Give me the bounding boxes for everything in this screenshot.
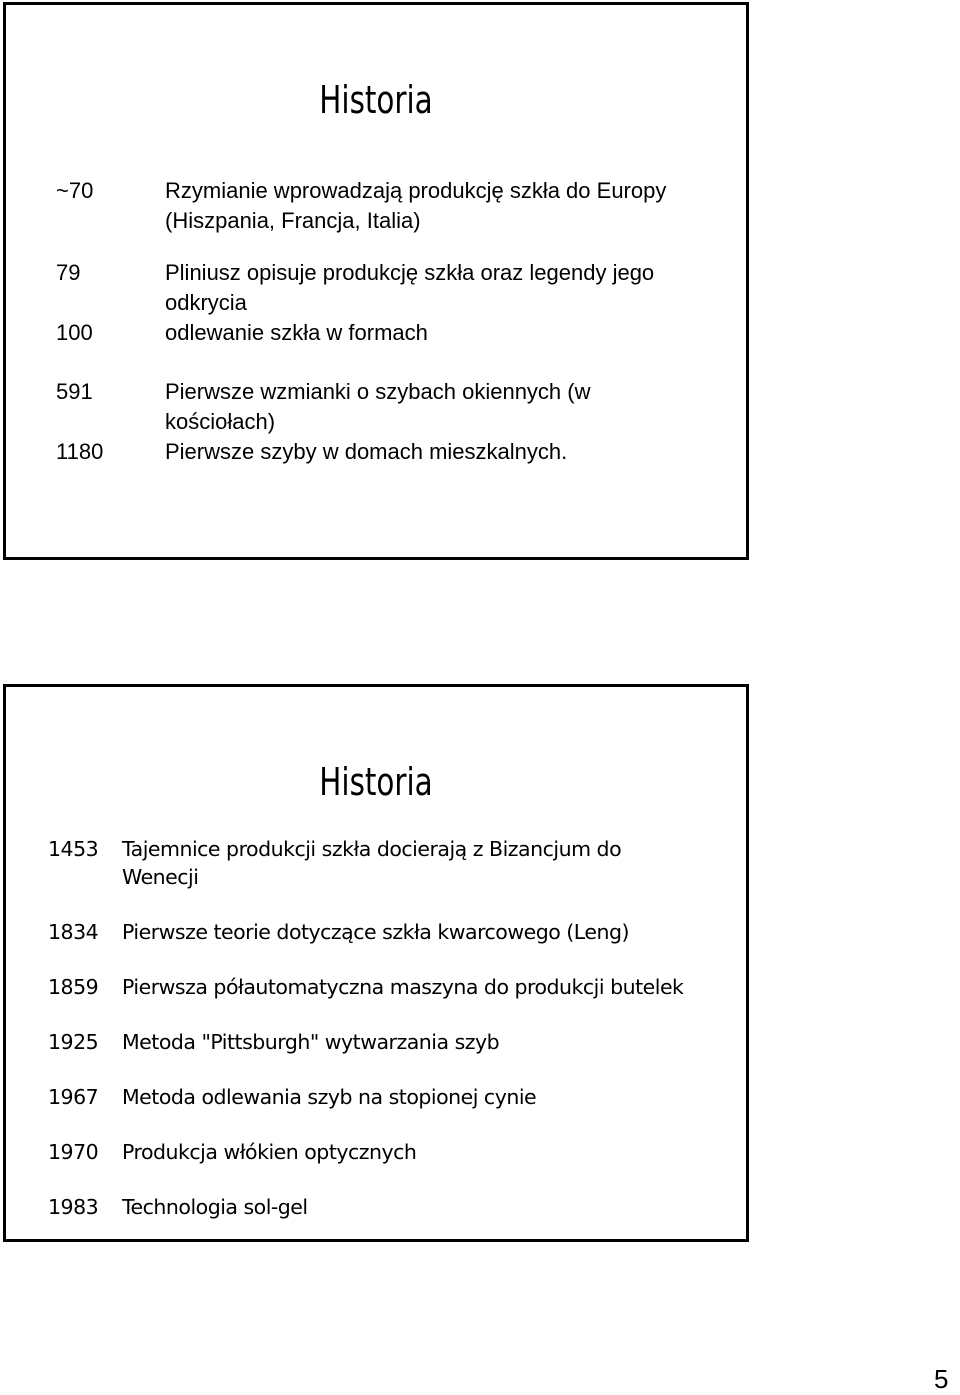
entry-text: Pierwsze teorie dotyczące szkła kwarcowego (Leng) — [122, 920, 629, 944]
entry-text: Pierwsze wzmianki o szybach okiennych (w kościołach) — [165, 379, 591, 434]
entry-year: 79 — [56, 260, 81, 285]
entry-text: Metoda "Pittsburgh" wytwarzania szyb — [122, 1030, 500, 1054]
entry-text: Pliniusz opisuje produkcję szkła oraz legendy jego odkrycia — [165, 260, 655, 315]
entry-year: 100 — [56, 320, 93, 345]
slide-title: Historia — [319, 78, 433, 122]
entry-text: Technologia sol-gel — [122, 1195, 308, 1219]
entry-year: 1859 — [48, 975, 99, 999]
entry-text: odlewanie szkła w formach — [165, 320, 428, 345]
entry-text: Rzymianie wprowadzają produkcję szkła do Europy (Hiszpania, Francja, Italia) — [165, 178, 667, 233]
entry-text: Metoda odlewania szyb na stopionej cynie — [122, 1085, 537, 1109]
entry-year: 1453 — [48, 837, 99, 861]
entry-text: Produkcja włókien optycznych — [122, 1140, 417, 1164]
entry-year: 1180 — [56, 439, 104, 464]
entry-year: 1967 — [48, 1085, 99, 1109]
entry-year: 1970 — [48, 1140, 99, 1164]
entry-year: 1983 — [48, 1195, 99, 1219]
slide-1 — [3, 2, 749, 560]
slide-2 — [3, 684, 749, 1242]
entry-year: 1834 — [48, 920, 99, 944]
entry-text: Pierwsza półautomatyczna maszyna do produkcji butelek — [122, 975, 684, 999]
slide-title: Historia — [319, 760, 433, 804]
entry-year: ~70 — [56, 178, 94, 203]
entry-text: Pierwsze szyby w domach mieszkalnych. — [165, 439, 568, 464]
entry-year: 591 — [56, 379, 93, 404]
page-number: 5 — [934, 1364, 949, 1394]
entry-year: 1925 — [48, 1030, 99, 1054]
entry-text: Tajemnice produkcji szkła docierają z Bizancjum do Wenecji — [122, 837, 622, 889]
